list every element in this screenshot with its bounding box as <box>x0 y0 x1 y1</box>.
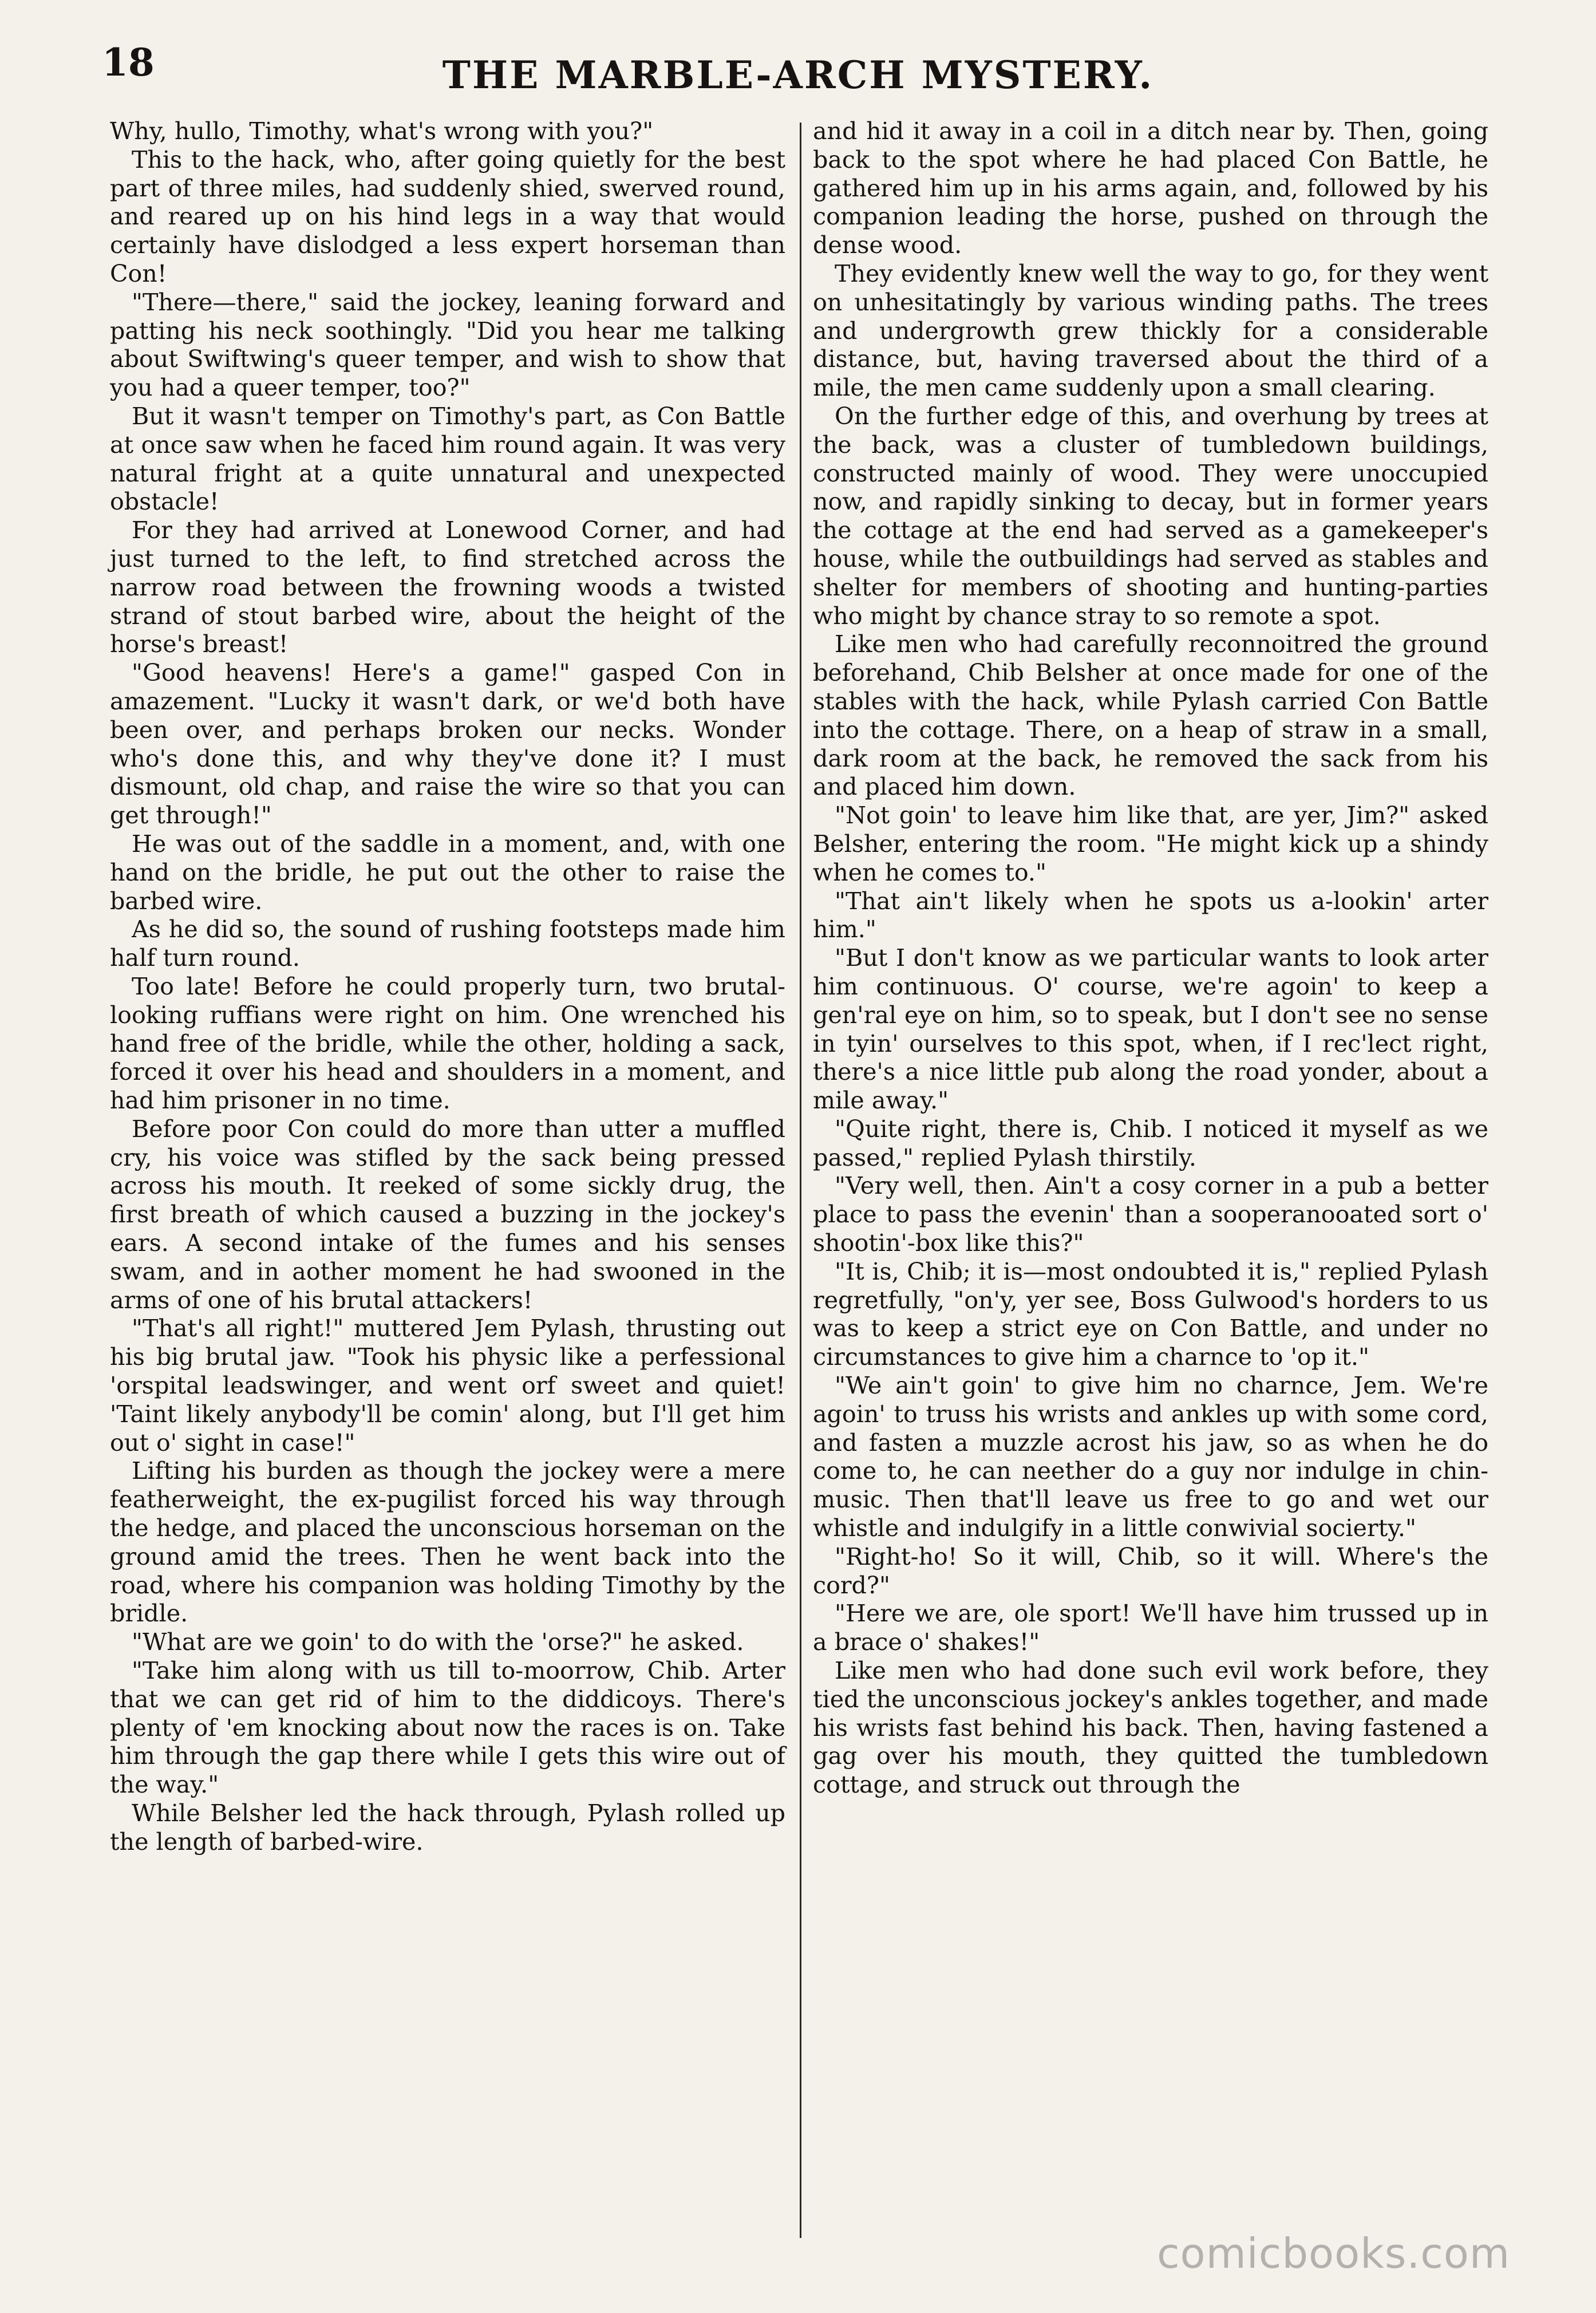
paragraph: As he did so, the sound of rushing footsteps made him half turn round. <box>110 915 785 972</box>
right-column <box>813 117 1488 1799</box>
paragraph: "But I don't know as we particular wants to look arter him continuous. O' course, we're agoin' to keep a gen'ral eye on him, so to speak, but I don't see no sense in tyin' ourselves to this spot, when, if I rec'lect right, there's a nice little pub along the road yonder, about a mile away." <box>813 944 1488 1115</box>
paragraph: He was out of the saddle in a moment, and, with one hand on the bridle, he put out the other to raise the barbed wire. <box>110 830 785 915</box>
paragraph: "That ain't likely when he spots us a-lookin' arter him." <box>813 887 1488 944</box>
paragraph: They evidently knew well the way to go, for they went on unhesitatingly by various winding paths. The trees and undergrowth grew thickly for a considerable distance, but, having traversed about the third of a mile, the men came suddenly upon a small clearing. <box>813 259 1488 402</box>
paragraph: Lifting his burden as though the jockey were a mere featherweight, the ex-pugilist forced his way through the hedge, and placed the unconscious horseman on the ground amid the trees. Then he went back into the road, where his companion was holding Timothy by the bridle. <box>110 1457 785 1628</box>
paragraph: "Not goin' to leave him like that, are yer, Jim?" asked Belsher, entering the room. "He might kick up a shindy when he comes to." <box>813 802 1488 886</box>
paragraph: For they had arrived at Lonewood Corner, and had just turned to the left, to find stretched across the narrow road between the frowning woods a twisted strand of stout barbed wire, about the height of the horse's breast! <box>110 516 785 658</box>
paragraph: Like men who had done such evil work before, they tied the unconscious jockey's ankles together, and made his wrists fast behind his back. Then, having fastened a gag over his mouth, they quitted the tumbledown cottage, and struck out through the <box>813 1657 1488 1799</box>
paragraph: But it wasn't temper on Timothy's part, as Con Battle at once saw when he faced him round again. It was very natural fright at a quite unnatural and unexpected obstacle! <box>110 402 785 516</box>
paragraph: "Very well, then. Ain't a cosy corner in a pub a better place to pass the evenin' than a sooperanooated sort o' shootin'-box like this?" <box>813 1172 1488 1257</box>
page-number: 18 <box>102 40 155 85</box>
paragraph: Too late! Before he could properly turn, two brutal-looking ruffians were right on him. One wrenched his hand free of the bridle, while the other, holding a sack, forced it over his head and shoulders in a moment, and had him prisoner in no time. <box>110 972 785 1115</box>
paragraph: "Quite right, there is, Chib. I noticed it myself as we passed," replied Pylash thirstily. <box>813 1115 1488 1171</box>
paragraph: "Take him along with us till to-moorrow, Chib. Arter that we can get rid of him to the diddicoys. There's plenty of 'em knocking about now the races is on. Take him through the gap there while I gets this wire out of the way." <box>110 1657 785 1799</box>
paragraph: "That's all right!" muttered Jem Pylash, thrusting out his big brutal jaw. "Took his physic like a perfessional 'orspital leadswinger, and went orf sweet and quiet! 'Taint likely anybody'll be comin' along, but I'll get him out o' sight in case!" <box>110 1315 785 1457</box>
paragraph: "Right-ho! So it will, Chib, so it will. Where's the cord?" <box>813 1542 1488 1599</box>
paragraph: Why, hullo, Timothy, what's wrong with you?" <box>110 117 654 145</box>
column-divider <box>800 123 801 2238</box>
paragraph: "Good heavens! Here's a game!" gasped Con in amazement. "Lucky it wasn't dark, or we'd both have been over, and perhaps broken our necks. Wonder who's done this, and why they've done it? I must dismount, old chap, and raise the wire so that you can get through!" <box>110 659 785 830</box>
paragraph: On the further edge of this, and overhung by trees at the back, was a cluster of tumbledown buildings, constructed mainly of wood. They were unoccupied now, and rapidly sinking to decay, but in former years the cottage at the end had served as a gamekeeper's house, while the outbuildings had served as stables and shelter for members of shooting and hunting-parties who might by chance stray to so remote a spot. <box>813 402 1488 630</box>
paragraph: "We ain't goin' to give him no charnce, Jem. We're agoin' to truss his wrists and ankles up with some cord, and fasten a muzzle acrost his jaw, so as when he do come to, he can neether do a guy nor indulge in chin-music. Then that'll leave us free to go and wet our whistle and indulgify in a little conwivial socierty." <box>813 1372 1488 1542</box>
paragraph: Before poor Con could do more than utter a muffled cry, his voice was stifled by the sack being pressed across his mouth. It reeked of some sickly drug, the first breath of which caused a buzzing in the jockey's ears. A second intake of the fumes and his senses swam, and in aother moment he had swooned in the arms of one of his brutal attackers! <box>110 1115 785 1314</box>
paragraph: "It is, Chib; it is—most ondoubted it is," replied Pylash regretfully, "on'y, yer see, Boss Gulwood's horders to us was to keep a strict eye on Con Battle, and under no circumstances to give him a charnce to 'op it." <box>813 1257 1488 1371</box>
watermark: comicbooks.com <box>1156 2229 1510 2278</box>
paragraph: While Belsher led the hack through, Pylash rolled up the length of barbed-wire. <box>110 1799 785 1856</box>
paragraph: "Here we are, ole sport! We'll have him trussed up in a brace o' shakes!" <box>813 1600 1488 1656</box>
paragraph: and hid it away in a coil in a ditch near by. Then, going back to the spot where he had placed Con Battle, he gathered him up in his arms again, and, followed by his companion leading the horse, pushed on through the dense wood. <box>813 117 1488 259</box>
paragraph: "What are we goin' to do with the 'orse?" he asked. <box>132 1628 744 1656</box>
running-title: THE MARBLE-ARCH MYSTERY. <box>442 53 1154 97</box>
paragraph: This to the hack, who, after going quietly for the best part of three miles, had suddenly shied, swerved round, and reared up on his hind legs in a way that would certainly have dislodged a less expert horseman than Con! <box>110 145 785 287</box>
paragraph: "There—there," said the jockey, leaning forward and patting his neck soothingly. "Did you hear me talking about Swiftwing's queer temper, and wish to show that you had a queer temper, too?" <box>110 288 785 402</box>
left-column <box>110 117 785 1857</box>
paragraph: Like men who had carefully reconnoitred the ground beforehand, Chib Belsher at once made for one of the stables with the hack, while Pylash carried Con Battle into the cottage. There, on a heap of straw in a small, dark room at the back, he removed the sack from his and placed him down. <box>813 630 1488 801</box>
